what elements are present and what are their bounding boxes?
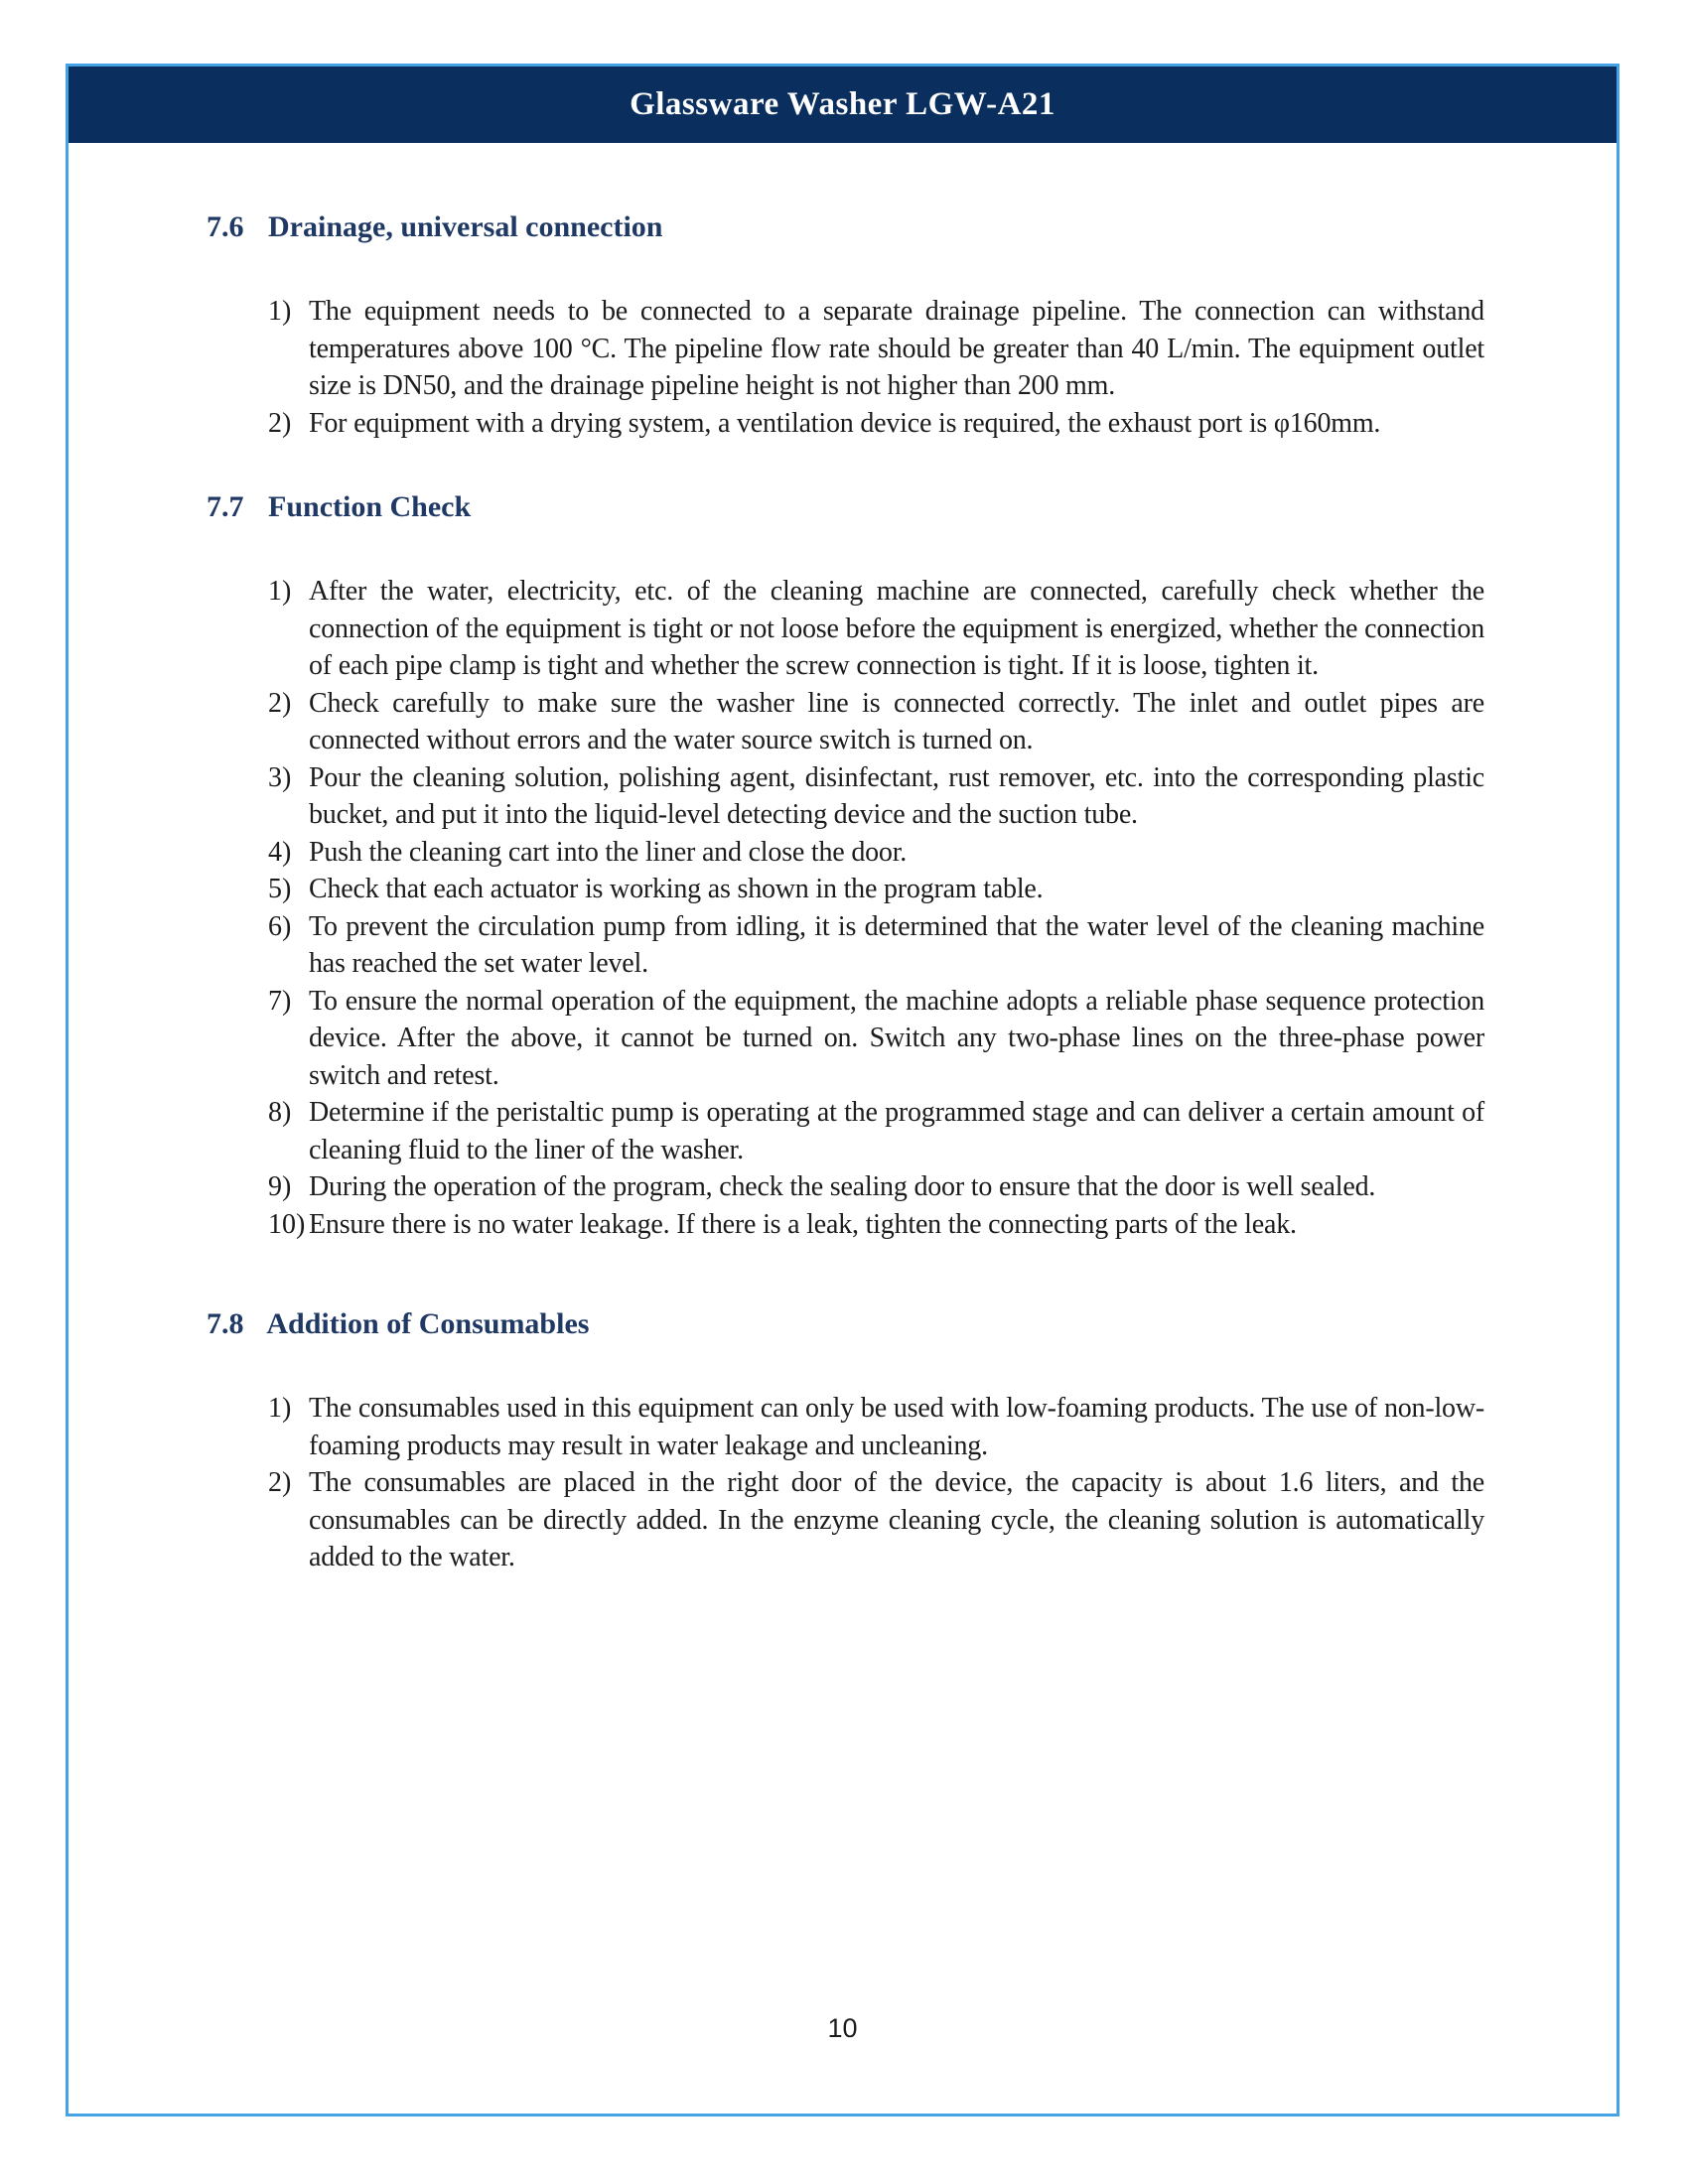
- list-item-number: 2): [268, 407, 292, 439]
- list-item: [268, 1464, 1484, 1576]
- numbered-list: [268, 1390, 1484, 1576]
- section-number: 7.7: [207, 490, 244, 523]
- list-item-text: Pour the cleaning solution, polishing agent, disinfectant, rust remover, etc. into the corresponding plastic bucket, and put it into the liquid-level detecting device and the suction tube.: [309, 761, 1484, 830]
- list-item: [268, 1168, 1484, 1206]
- list-item: [268, 685, 1484, 759]
- list-item-text: The consumables are placed in the right door of the device, the capacity is about 1.6 liters, and the consumables can be directly added. In the enzyme cleaning cycle, the cleaning solution is automatically added to the water.: [309, 1467, 1484, 1572]
- section-title: Function Check: [268, 490, 472, 523]
- list-item: [268, 759, 1484, 834]
- list-item-text: To ensure the normal operation of the equipment, the machine adopts a reliable phase sequence protection device. After the above, it cannot be turned on. Switch any two-phase lines on the three-phase power switch and retest.: [309, 985, 1484, 1091]
- list-item-text: Determine if the peristaltic pump is operating at the programmed stage and can deliver a certain amount of cleaning fluid to the liner of the washer.: [309, 1097, 1484, 1165]
- list-item-number: 1): [268, 576, 292, 607]
- section-7-7: [207, 489, 1484, 1243]
- list-item-text: To prevent the circulation pump from idling, it is determined that the water level of the cleaning machine has reached the set water level.: [309, 910, 1484, 979]
- list-item-number: 3): [268, 761, 292, 793]
- list-item: [268, 871, 1484, 908]
- numbered-list: [268, 573, 1484, 1243]
- section-title: Drainage, universal connection: [268, 210, 663, 243]
- list-item-number: 2): [268, 687, 292, 719]
- header-band: [69, 67, 1617, 143]
- list-item: [268, 1206, 1484, 1244]
- list-item-number: 8): [268, 1097, 292, 1128]
- list-item-text: Check carefully to make sure the washer line is connected correctly. The inlet and outlet pipes are connected without errors and the water source switch is turned on.: [309, 687, 1484, 755]
- list-item-number: 1): [268, 1393, 292, 1424]
- list-item-number: 2): [268, 1467, 292, 1498]
- list-item-number: 6): [268, 910, 292, 942]
- section-7-8: [207, 1306, 1484, 1576]
- list-item-text: During the operation of the program, check the sealing door to ensure that the door is well sealed.: [309, 1171, 1376, 1202]
- section-7-6-heading: [207, 209, 1484, 245]
- list-item: [268, 908, 1484, 983]
- list-item-text: After the water, electricity, etc. of the cleaning machine are connected, carefully check whether the connection of the equipment is tight or not loose before the equipment is energized, whether the connection of each pipe clamp is tight and whether the screw connection is tight. If it is loose, tighten it.: [309, 576, 1484, 681]
- list-item: [268, 1390, 1484, 1464]
- list-item-number: 7): [268, 985, 292, 1017]
- document-title: Glassware Washer LGW-A21: [630, 86, 1055, 122]
- section-7-6: [207, 209, 1484, 442]
- numbered-list: [268, 293, 1484, 442]
- list-item-number: 4): [268, 836, 292, 868]
- list-item-text: The equipment needs to be connected to a separate drainage pipeline. The connection can withstand temperatures above 100 °C. The pipeline flow rate should be greater than 40 L/min. The equipment outlet size is DN50, and the drainage pipeline height is not higher than 200 mm.: [309, 296, 1484, 401]
- page-number: 10: [827, 2013, 858, 2043]
- section-7-7-heading: [207, 489, 1484, 525]
- list-item-text: Push the cleaning cart into the liner and close the door.: [309, 836, 908, 868]
- list-item-number: 9): [268, 1171, 292, 1202]
- list-item: [268, 1094, 1484, 1168]
- list-item: [268, 405, 1484, 443]
- page-frame: [66, 64, 1619, 2116]
- section-title: Addition of Consumables: [266, 1307, 590, 1340]
- list-item: [268, 573, 1484, 685]
- list-item-text: Ensure there is no water leakage. If there is a leak, tighten the connecting parts of the leak.: [309, 1208, 1297, 1240]
- list-item-number: 10): [268, 1208, 306, 1240]
- list-item: [268, 834, 1484, 872]
- section-number: 7.6: [207, 210, 244, 243]
- list-item-text: The consumables used in this equipment can only be used with low-foaming products. The use of non-low-foaming products may result in water leakage and uncleaning.: [309, 1393, 1484, 1461]
- section-number: 7.8: [207, 1307, 244, 1340]
- list-item: [268, 293, 1484, 405]
- page-content: [69, 143, 1617, 1576]
- page-footer: [69, 2013, 1617, 2044]
- list-item: [268, 983, 1484, 1095]
- list-item-number: 5): [268, 874, 292, 904]
- list-item-text: Check that each actuator is working as shown in the program table.: [309, 874, 1044, 904]
- section-7-8-heading: [207, 1306, 1484, 1342]
- list-item-text: For equipment with a drying system, a ventilation device is required, the exhaust port is φ160mm.: [309, 407, 1381, 439]
- list-item-number: 1): [268, 296, 292, 327]
